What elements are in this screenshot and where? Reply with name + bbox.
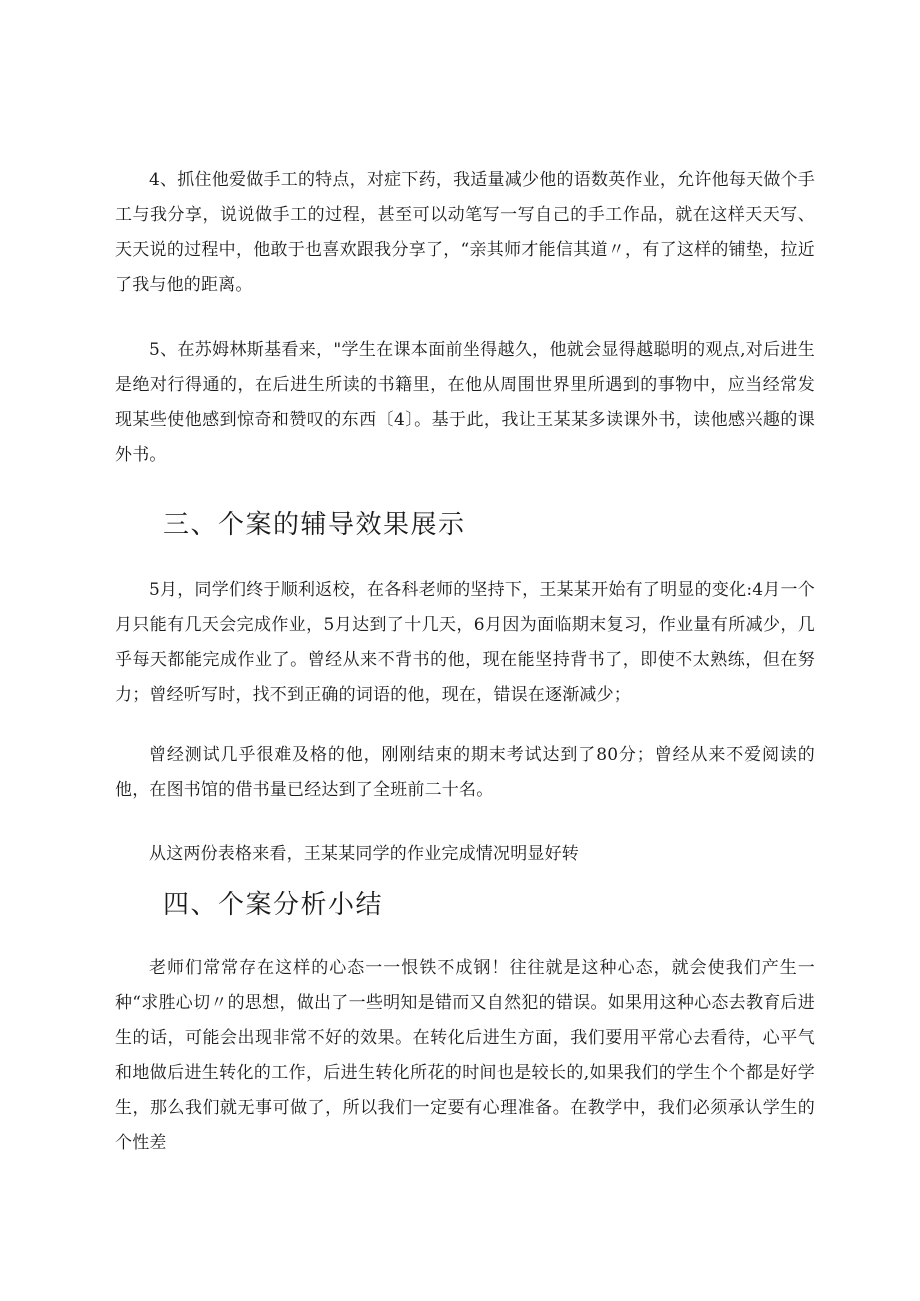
- paragraph-handcraft-strategy: 4、抓住他爱做手工的特点，对症下药，我适量减少他的语数英作业，允许他每天做个手工与我分享，说说做手工的过程，甚至可以动笔写一写自己的手工作品，就在这样天天写、天天说的过程中，他敢于也喜欢跟我分享了，“亲其师才能信其道〃，有了这样的铺垫，拉近了我与他的距离。: [115, 170, 815, 295]
- paragraph-teacher-mindset: 老师们常常存在这样的心态一一恨铁不成钢！往往就是这种心态，就会使我们产生一种“求胜心切〃的思想，做出了一些明知是错而又自然犯的错误。如果用这种心态去教育后进生的话，可能会出现非常不好的效果。在转化后进生方面，我们要用平常心去看待，心平气和地做后进生转化的工作，后进生转化所花的时间也是较长的,如果我们的学生个个都是好学生，那么我们就无事可做了，所以我们一定要有心理准备。在教学中，我们必须承认学生的个性差: [115, 958, 815, 1153]
- paragraph-progress-description: 5月，同学们终于顺利返校，在各科老师的坚持下，王某某开始有了明显的变化:4月一个月只能有几天会完成作业，5月达到了十几天，6月因为面临期末复习，作业量有所减少，几乎每天都能完成作业了。曾经从来不背书的他，现在能坚持背书了，即使不太熟练，但在努力；曾经听写时，找不到正确的词语的他，现在，错误在逐渐减少；: [115, 580, 815, 705]
- paragraph-extracurricular-reading: 5、在苏姆林斯基看来，"学生在课本面前坐得越久，他就会显得越聪明的观点,对后进生是绝对行得通的，在后进生所读的书籍里，在他从周围世界里所遇到的事物中，应当经常发现某些使他感到惊奇和赞叹的东西〔4〕。基于此，我让王某某多读课外书，读他感兴趣的课外书。: [115, 340, 815, 465]
- paragraph-table-conclusion: 从这两份表格来看，王某某同学的作业完成情况明显好转: [149, 844, 579, 864]
- section-heading-case-summary: 四、个案分析小结: [163, 890, 384, 920]
- paragraph-exam-and-reading: 曾经测试几乎很难及格的他，刚刚结束的期末考试达到了80分；曾经从来不爱阅读的他，在图书馆的借书量已经达到了全班前二十名。: [115, 745, 815, 800]
- section-heading-guidance-effect: 三、个案的辅导效果展示: [163, 510, 466, 540]
